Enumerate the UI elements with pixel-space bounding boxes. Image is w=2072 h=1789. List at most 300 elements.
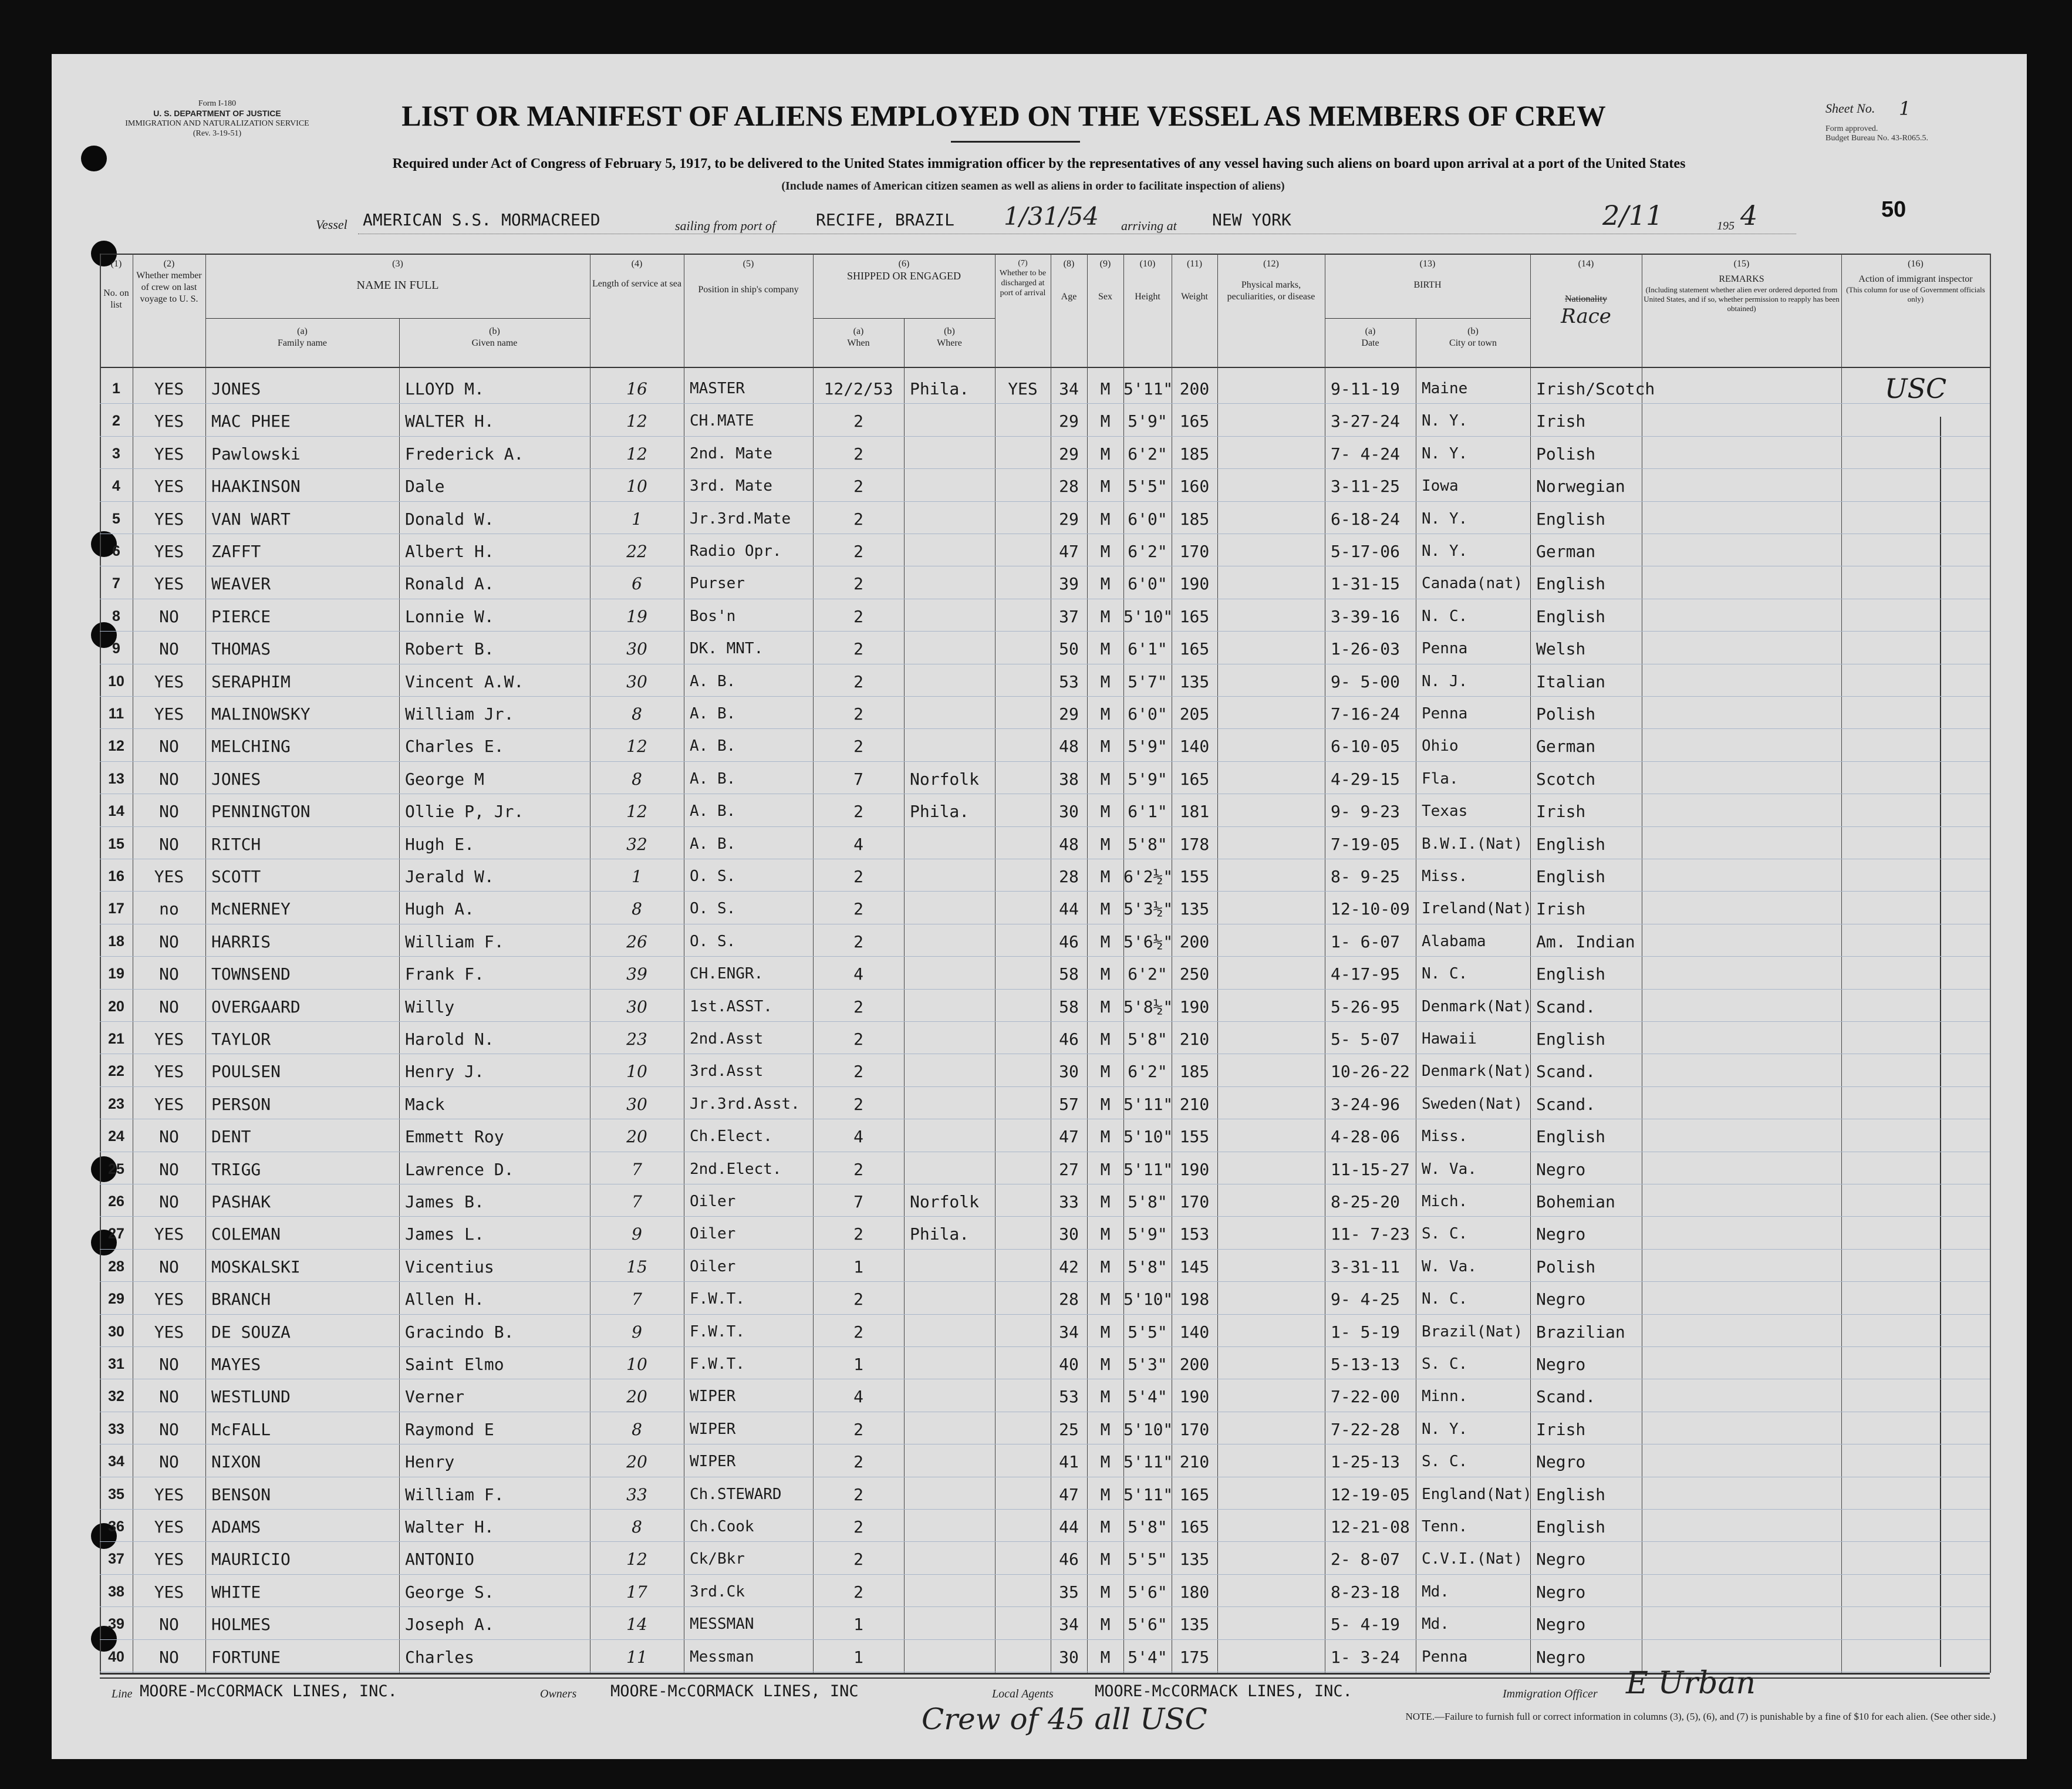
cell-action bbox=[1841, 1645, 1990, 1672]
col3-subrule bbox=[205, 318, 590, 319]
form-dept: U. S. DEPARTMENT OF JUSTICE bbox=[153, 109, 281, 118]
col15-num: (15) bbox=[1733, 259, 1750, 269]
cell-bdate: 3-11-25 bbox=[1331, 477, 1401, 497]
cell-prev: YES bbox=[154, 574, 184, 594]
cell-height: 5'10" bbox=[1123, 606, 1173, 626]
cell-position: Jr.3rd.Asst. bbox=[690, 1095, 800, 1113]
cell-sex: M bbox=[1100, 542, 1111, 561]
cell-no: 13 bbox=[108, 770, 124, 787]
cell-nat: English bbox=[1536, 1127, 1606, 1147]
cell-discharge bbox=[995, 507, 1051, 534]
cell-prev: YES bbox=[154, 1322, 184, 1342]
table-row bbox=[100, 371, 1990, 404]
cell-nat: Scand. bbox=[1536, 1387, 1596, 1407]
cell-service: 1 bbox=[632, 867, 642, 886]
cell-weight: 140 bbox=[1179, 737, 1210, 757]
cell-marks bbox=[1217, 1385, 1325, 1411]
cell-service: 7 bbox=[632, 1192, 642, 1211]
cell-no: 15 bbox=[108, 835, 124, 852]
cell-where: Norfolk bbox=[910, 769, 980, 789]
cell-remarks bbox=[1642, 1352, 1841, 1379]
cell-family: NIXON bbox=[211, 1452, 261, 1472]
col13-header bbox=[1325, 258, 1530, 291]
table-row bbox=[100, 1444, 1990, 1477]
cell-bdate: 6-10-05 bbox=[1331, 737, 1401, 757]
table-row bbox=[100, 468, 1990, 501]
cell-city: W. Va. bbox=[1422, 1257, 1477, 1275]
cell-remarks bbox=[1642, 962, 1841, 988]
col13-num: (13) bbox=[1419, 259, 1436, 269]
cell-age: 33 bbox=[1059, 1192, 1079, 1211]
cell-city: N. Y. bbox=[1422, 1420, 1468, 1438]
cell-position: Ch.Cook bbox=[690, 1518, 754, 1535]
col4-label: Length of service at sea bbox=[592, 279, 681, 289]
cell-city: Mich. bbox=[1422, 1193, 1468, 1210]
cell-action bbox=[1841, 1385, 1990, 1411]
cell-age: 29 bbox=[1059, 704, 1079, 724]
cell-sex: M bbox=[1100, 574, 1111, 594]
cell-discharge bbox=[995, 995, 1051, 1021]
cell-action bbox=[1841, 1092, 1990, 1119]
cell-prev: YES bbox=[154, 1484, 184, 1504]
cell-action bbox=[1841, 1580, 1990, 1606]
cell-service: 20 bbox=[626, 1452, 647, 1472]
cell-height: 5'3" bbox=[1128, 1355, 1167, 1374]
col12-num: (12) bbox=[1263, 259, 1279, 269]
cell-given: Mack bbox=[405, 1094, 445, 1114]
cell-family: HARRIS bbox=[211, 931, 271, 951]
cell-prev: NO bbox=[159, 997, 179, 1017]
cell-marks bbox=[1217, 832, 1325, 859]
cell-position: F.W.T. bbox=[690, 1290, 745, 1308]
cell-bdate: 1- 6-07 bbox=[1331, 931, 1401, 951]
cell-remarks bbox=[1642, 1222, 1841, 1248]
cell-discharge bbox=[995, 1385, 1051, 1411]
cell-height: 5'5" bbox=[1128, 1322, 1167, 1342]
cell-given: William F. bbox=[405, 1484, 504, 1504]
cell-marks bbox=[1217, 605, 1325, 631]
cell-age: 47 bbox=[1059, 542, 1079, 561]
cell-discharge bbox=[995, 734, 1051, 761]
cell-given: Frank F. bbox=[405, 964, 484, 984]
cell-given: George M bbox=[405, 769, 484, 789]
col8-num: (8) bbox=[1063, 259, 1075, 269]
cell-nat: Negro bbox=[1536, 1647, 1586, 1667]
cell-no: 11 bbox=[108, 706, 124, 722]
cell-bdate: 5-13-13 bbox=[1331, 1355, 1401, 1374]
cell-action bbox=[1841, 670, 1990, 696]
cell-position: Messman bbox=[690, 1648, 754, 1666]
col3-split bbox=[399, 318, 400, 367]
cell-discharge bbox=[995, 1125, 1051, 1151]
cell-weight: 170 bbox=[1179, 1192, 1210, 1211]
cell-marks bbox=[1217, 1450, 1325, 1476]
col5-label: Position in ship's company bbox=[698, 285, 799, 295]
col6-label: SHIPPED OR ENGAGED bbox=[846, 270, 961, 282]
punch-hole bbox=[81, 146, 107, 171]
cell-remarks bbox=[1642, 865, 1841, 891]
cell-no: 31 bbox=[108, 1356, 124, 1372]
cell-service: 26 bbox=[626, 931, 647, 951]
cell-family: TOWNSEND bbox=[211, 964, 291, 984]
cell-age: 30 bbox=[1059, 1062, 1079, 1082]
cell-remarks bbox=[1642, 1125, 1841, 1151]
cell-age: 48 bbox=[1059, 737, 1079, 757]
cell-nat: English bbox=[1536, 834, 1606, 854]
cell-where bbox=[904, 1547, 995, 1574]
owners-value: MOORE-McCORMACK LINES, INC bbox=[610, 1682, 859, 1700]
table-row bbox=[100, 891, 1990, 924]
vessel-label: Vessel bbox=[316, 217, 347, 232]
cell-family: OVERGAARD bbox=[211, 997, 301, 1017]
cell-age: 37 bbox=[1059, 606, 1079, 626]
cell-position: WIPER bbox=[690, 1420, 736, 1438]
cell-weight: 165 bbox=[1179, 411, 1210, 431]
cell-age: 35 bbox=[1059, 1582, 1079, 1602]
cell-height: 6'2½" bbox=[1123, 867, 1173, 886]
cell-given: William Jr. bbox=[405, 704, 514, 724]
cell-city: N. Y. bbox=[1422, 509, 1468, 528]
cell-no: 3 bbox=[112, 445, 120, 462]
cell-weight: 135 bbox=[1179, 1550, 1210, 1569]
cell-no: 17 bbox=[108, 900, 124, 917]
cell-family: MAC PHEE bbox=[211, 411, 291, 431]
cell-when: 2 bbox=[853, 606, 863, 626]
cell-bdate: 1-25-13 bbox=[1331, 1452, 1401, 1472]
cell-position: Oiler bbox=[690, 1193, 736, 1210]
cell-age: 57 bbox=[1059, 1094, 1079, 1114]
cell-given: Emmett Roy bbox=[405, 1127, 504, 1147]
col7-label: Whether to be discharged at port of arrival bbox=[999, 269, 1047, 298]
cell-bdate: 9- 5-00 bbox=[1331, 671, 1401, 691]
col6-split bbox=[904, 318, 905, 367]
cell-height: 5'11" bbox=[1123, 379, 1173, 399]
cell-service: 23 bbox=[626, 1029, 647, 1049]
cell-nat: Negro bbox=[1536, 1290, 1586, 1309]
col15-note: (Including statement whether alien ever ordered deported from United States, and if so, whether permission to reapply has been obtained) bbox=[1644, 285, 1840, 313]
cell-discharge bbox=[995, 1190, 1051, 1216]
cell-age: 41 bbox=[1059, 1452, 1079, 1472]
cell-given: Allen H. bbox=[405, 1290, 484, 1309]
header-top-rule bbox=[100, 254, 1990, 255]
col13-subrule bbox=[1325, 318, 1530, 319]
cell-given: Vicentius bbox=[405, 1257, 494, 1277]
form-rev: (Rev. 3-19-51) bbox=[193, 129, 242, 138]
col7-header bbox=[995, 258, 1051, 298]
table-row bbox=[100, 924, 1990, 957]
cell-sex: M bbox=[1100, 1419, 1111, 1439]
cell-height: 6'1" bbox=[1128, 639, 1167, 659]
cell-remarks bbox=[1642, 1287, 1841, 1314]
cell-age: 34 bbox=[1059, 1322, 1079, 1342]
cell-sex: M bbox=[1100, 1550, 1111, 1569]
cell-position: 1st.ASST. bbox=[690, 997, 772, 1015]
col3b-num: (b) bbox=[489, 326, 500, 336]
cell-discharge bbox=[995, 1092, 1051, 1119]
cell-height: 5'5" bbox=[1128, 1550, 1167, 1569]
cell-height: 6'2" bbox=[1128, 542, 1167, 561]
cell-where bbox=[904, 1287, 995, 1314]
cell-marks bbox=[1217, 1157, 1325, 1184]
table-row bbox=[100, 1216, 1990, 1249]
cell-nat: Negro bbox=[1536, 1452, 1586, 1472]
cell-service: 8 bbox=[632, 769, 642, 789]
cell-city: Denmark(Nat) bbox=[1422, 1062, 1532, 1081]
cell-height: 5'10" bbox=[1123, 1290, 1173, 1309]
cell-service: 20 bbox=[626, 1387, 647, 1407]
cell-city: Fla. bbox=[1422, 769, 1459, 788]
col6-header bbox=[813, 258, 995, 282]
cell-sex: M bbox=[1100, 802, 1111, 822]
cell-marks bbox=[1217, 1287, 1325, 1314]
cell-sex: M bbox=[1100, 899, 1111, 919]
cell-bdate: 5-26-95 bbox=[1331, 997, 1401, 1017]
cell-family: WESTLUND bbox=[211, 1387, 291, 1407]
cell-position: MESSMAN bbox=[690, 1615, 754, 1633]
col5-num: (5) bbox=[743, 259, 754, 269]
cell-given: Gracindo B. bbox=[405, 1322, 514, 1342]
cell-discharge bbox=[995, 799, 1051, 826]
cell-given: Robert B. bbox=[405, 639, 494, 659]
cell-discharge bbox=[995, 1157, 1051, 1184]
cell-nat: Negro bbox=[1536, 1224, 1586, 1244]
cell-prev: YES bbox=[154, 671, 184, 691]
cell-discharge bbox=[995, 1320, 1051, 1346]
cell-position: Ck/Bkr bbox=[690, 1550, 745, 1568]
cell-nat: Polish bbox=[1536, 1257, 1596, 1277]
cell-weight: 153 bbox=[1179, 1224, 1210, 1244]
cell-where bbox=[904, 962, 995, 988]
cell-age: 58 bbox=[1059, 997, 1079, 1017]
sailing-date: 1/31/54 bbox=[1004, 202, 1099, 231]
cell-height: 5'6" bbox=[1128, 1582, 1167, 1602]
cell-action bbox=[1841, 507, 1990, 534]
cell-family: MELCHING bbox=[211, 737, 291, 757]
cell-height: 5'3½" bbox=[1123, 899, 1173, 919]
cell-nat: Negro bbox=[1536, 1550, 1586, 1569]
col7-num: (7) bbox=[1018, 259, 1028, 268]
col9-label: Sex bbox=[1098, 292, 1112, 302]
cell-where bbox=[904, 605, 995, 631]
cell-bdate: 4-28-06 bbox=[1331, 1127, 1401, 1147]
cell-height: 5'9" bbox=[1128, 769, 1167, 789]
cell-position: F.W.T. bbox=[690, 1322, 745, 1341]
cell-action bbox=[1841, 474, 1990, 501]
arriving-port: NEW YORK bbox=[1212, 210, 1291, 229]
cell-city: Denmark(Nat) bbox=[1422, 997, 1532, 1015]
col8-label: Age bbox=[1061, 292, 1077, 302]
cell-family: Pawlowski bbox=[211, 444, 301, 464]
cell-when: 4 bbox=[853, 964, 863, 984]
col13b-header bbox=[1416, 326, 1530, 349]
cell-prev: YES bbox=[154, 867, 184, 886]
cell-family: TAYLOR bbox=[211, 1029, 271, 1049]
cell-sex: M bbox=[1100, 639, 1111, 659]
cell-discharge bbox=[995, 832, 1051, 859]
cell-given: Ronald A. bbox=[405, 574, 494, 594]
cell-no: 28 bbox=[108, 1258, 124, 1275]
cell-when: 2 bbox=[853, 509, 863, 529]
cell-bdate: 8-23-18 bbox=[1331, 1582, 1401, 1602]
cell-nat: Negro bbox=[1536, 1355, 1586, 1374]
cell-family: WHITE bbox=[211, 1582, 261, 1602]
cell-city: Miss. bbox=[1422, 1128, 1468, 1146]
col11-header bbox=[1172, 258, 1217, 303]
cell-given: Vincent A.W. bbox=[405, 671, 524, 691]
cell-height: 5'4" bbox=[1128, 1387, 1167, 1407]
cell-prev: NO bbox=[159, 1355, 179, 1374]
cell-given: Charles bbox=[405, 1647, 475, 1667]
cell-nat: Am. Indian bbox=[1536, 931, 1635, 951]
cell-service: 14 bbox=[626, 1615, 647, 1635]
cell-family: TRIGG bbox=[211, 1159, 261, 1179]
table-row bbox=[100, 1152, 1990, 1184]
cell-family: SCOTT bbox=[211, 867, 261, 886]
cell-marks bbox=[1217, 539, 1325, 566]
cell-discharge bbox=[995, 1547, 1051, 1574]
cell-discharge bbox=[995, 1612, 1051, 1639]
cell-family: DENT bbox=[211, 1127, 251, 1147]
cell-prev: YES bbox=[154, 1290, 184, 1309]
cell-no: 39 bbox=[108, 1616, 124, 1633]
cell-city: S. C. bbox=[1422, 1453, 1468, 1471]
cell-family: POULSEN bbox=[211, 1062, 281, 1082]
cell-service: 33 bbox=[626, 1484, 647, 1504]
cell-marks bbox=[1217, 377, 1325, 403]
cell-city: Tenn. bbox=[1422, 1518, 1468, 1535]
cell-bdate: 7-22-00 bbox=[1331, 1387, 1401, 1407]
cell-when: 1 bbox=[853, 1647, 863, 1667]
col6b-num: (b) bbox=[944, 326, 955, 336]
cell-sex: M bbox=[1100, 1224, 1111, 1244]
cell-position: A. B. bbox=[690, 769, 736, 788]
table-row bbox=[100, 989, 1990, 1022]
cell-action bbox=[1841, 539, 1990, 566]
cell-city: England(Nat) bbox=[1422, 1485, 1532, 1503]
cell-age: 27 bbox=[1059, 1159, 1079, 1179]
cell-when: 2 bbox=[853, 899, 863, 919]
cell-discharge bbox=[995, 605, 1051, 631]
cell-where bbox=[904, 1125, 995, 1151]
col6-num: (6) bbox=[898, 259, 910, 269]
cell-where bbox=[904, 865, 995, 891]
cell-position: 3rd.Asst bbox=[690, 1062, 764, 1081]
cell-weight: 181 bbox=[1179, 802, 1210, 822]
cell-marks bbox=[1217, 930, 1325, 956]
cell-given: Joseph A. bbox=[405, 1615, 494, 1635]
cell-service: 30 bbox=[626, 997, 647, 1017]
cell-no: 36 bbox=[108, 1518, 124, 1535]
sailing-label: sailing from port of bbox=[675, 218, 775, 233]
cell-weight: 198 bbox=[1179, 1290, 1210, 1309]
cell-family: COLEMAN bbox=[211, 1224, 281, 1244]
cell-position: Purser bbox=[690, 575, 745, 593]
cell-no: 40 bbox=[108, 1648, 124, 1665]
cell-height: 5'6½" bbox=[1123, 931, 1173, 951]
table-row bbox=[100, 728, 1990, 761]
cell-prev: NO bbox=[159, 931, 179, 951]
cell-sex: M bbox=[1100, 834, 1111, 854]
cell-sex: M bbox=[1100, 1062, 1111, 1082]
cell-nat: Scand. bbox=[1536, 1062, 1596, 1082]
cell-remarks bbox=[1642, 605, 1841, 631]
cell-sex: M bbox=[1100, 1615, 1111, 1635]
cell-remarks bbox=[1642, 442, 1841, 468]
cell-height: 5'9" bbox=[1128, 737, 1167, 757]
col1-num: (1) bbox=[110, 259, 122, 269]
cell-city: Sweden(Nat) bbox=[1422, 1095, 1523, 1113]
table-row bbox=[100, 1379, 1990, 1412]
cell-when: 7 bbox=[853, 769, 863, 789]
cell-service: 39 bbox=[626, 964, 647, 984]
cell-sex: M bbox=[1100, 1387, 1111, 1407]
table-row bbox=[100, 1184, 1990, 1217]
cell-where bbox=[904, 409, 995, 436]
col16-note: (This column for use of Government officials only) bbox=[1846, 285, 1985, 303]
cell-city: Md. bbox=[1422, 1615, 1449, 1633]
cell-marks bbox=[1217, 1547, 1325, 1574]
cell-service: 19 bbox=[626, 606, 647, 626]
sheet-number: 1 bbox=[1899, 97, 1911, 120]
cell-nat: Italian bbox=[1536, 671, 1606, 691]
table-row bbox=[100, 403, 1990, 436]
table-row bbox=[100, 1574, 1990, 1607]
cell-prev: YES bbox=[154, 477, 184, 497]
cell-when: 2 bbox=[853, 671, 863, 691]
cell-age: 29 bbox=[1059, 444, 1079, 464]
cell-age: 50 bbox=[1059, 639, 1079, 659]
cell-weight: 185 bbox=[1179, 509, 1210, 529]
cell-remarks bbox=[1642, 1190, 1841, 1216]
cell-nat: Negro bbox=[1536, 1159, 1586, 1179]
cell-no: 34 bbox=[108, 1453, 124, 1470]
cell-no: 10 bbox=[108, 673, 124, 690]
cell-action bbox=[1841, 995, 1990, 1021]
cell-position: Ch.Elect. bbox=[690, 1128, 772, 1146]
cell-nat: Irish bbox=[1536, 1419, 1586, 1439]
cell-city: S. C. bbox=[1422, 1225, 1468, 1243]
cell-when: 4 bbox=[853, 1127, 863, 1147]
cell-when: 2 bbox=[853, 867, 863, 886]
cell-action bbox=[1841, 1287, 1990, 1314]
table-row bbox=[100, 956, 1990, 989]
cell-nat: Scand. bbox=[1536, 997, 1596, 1017]
cell-where bbox=[904, 1027, 995, 1054]
cell-city: Miss. bbox=[1422, 868, 1468, 885]
table-row bbox=[100, 1541, 1990, 1574]
cell-service: 16 bbox=[626, 379, 647, 399]
cell-marks bbox=[1217, 1027, 1325, 1054]
cell-position: A. B. bbox=[690, 737, 736, 755]
cell-where bbox=[904, 474, 995, 501]
col15-label: REMARKS bbox=[1719, 274, 1764, 284]
cell-where bbox=[904, 1157, 995, 1184]
officer-signature: E Urban bbox=[1626, 1666, 1756, 1701]
col13a-label: Date bbox=[1361, 338, 1379, 348]
cell-position: CH.MATE bbox=[690, 412, 754, 430]
cell-age: 28 bbox=[1059, 867, 1079, 886]
cell-family: BENSON bbox=[211, 1484, 271, 1504]
table-row bbox=[100, 631, 1990, 664]
cell-when: 2 bbox=[853, 1224, 863, 1244]
cell-weight: 210 bbox=[1179, 1094, 1210, 1114]
cell-when: 1 bbox=[853, 1257, 863, 1277]
year-prefix: 195 bbox=[1717, 220, 1734, 232]
cell-marks bbox=[1217, 767, 1325, 794]
cell-when: 12/2/53 bbox=[824, 379, 893, 399]
cell-nat: Irish bbox=[1536, 899, 1586, 919]
cell-age: 53 bbox=[1059, 671, 1079, 691]
